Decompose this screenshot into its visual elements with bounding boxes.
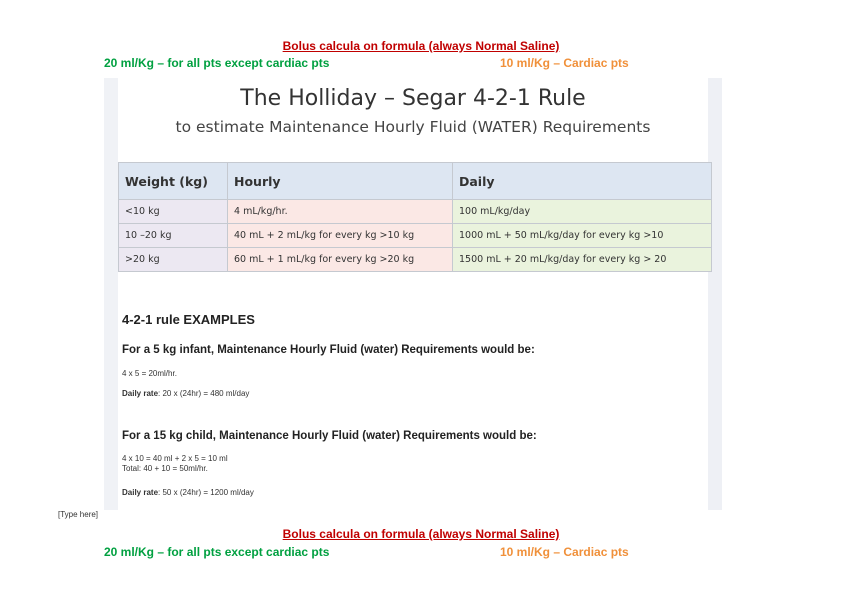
cell-hourly: 60 mL + 1 mL/kg for every kg >20 kg [228, 248, 453, 272]
example-2-total: Total: 40 + 10 = 50ml/hr. [122, 464, 208, 473]
col-header-hourly: Hourly [228, 163, 453, 200]
daily-rate-value: : 20 x (24hr) = 480 ml/day [158, 389, 250, 398]
daily-rate-label: Daily rate [122, 488, 159, 497]
table-row [119, 224, 712, 248]
example-2-daily [122, 488, 254, 497]
example-2-calc: 4 x 10 = 40 ml + 2 x 5 = 10 ml [122, 454, 228, 463]
fluid-rule-table [118, 162, 712, 272]
table-row [119, 200, 712, 224]
daily-rate-value: : 50 x (24hr) = 1200 ml/day [158, 488, 254, 497]
figure-subtitle: to estimate Maintenance Hourly Fluid (WATER) Requirements [175, 118, 651, 136]
bolus-formula-title: Bolus calcula on formula (always Normal Saline) [282, 39, 560, 53]
cell-weight: >20 kg [119, 248, 228, 272]
col-header-weight: Weight (kg) [119, 163, 228, 200]
general-bolus-rate: 20 ml/Kg – for all pts except cardiac pts [104, 56, 330, 70]
example-1-calc: 4 x 5 = 20ml/hr. [122, 369, 177, 378]
example-1-daily [122, 389, 249, 398]
cell-daily: 100 mL/kg/day [453, 200, 712, 224]
cell-weight: <10 kg [119, 200, 228, 224]
general-bolus-rate-repeat: 20 ml/Kg – for all pts except cardiac pts [104, 545, 330, 559]
table-row [119, 248, 712, 272]
examples-title: 4-2-1 rule EXAMPLES [122, 312, 255, 327]
cardiac-bolus-rate-repeat: 10 ml/Kg – Cardiac pts [500, 545, 629, 559]
example-1-heading: For a 5 kg infant, Maintenance Hourly Fluid (water) Requirements would be: [122, 344, 535, 356]
daily-rate-label: Daily rate [122, 389, 159, 398]
bolus-formula-title-repeat: Bolus calcula on formula (always Normal Saline) [282, 527, 560, 541]
cell-daily: 1000 mL + 50 mL/kg/day for every kg >10 [453, 224, 712, 248]
cell-hourly: 40 mL + 2 mL/kg for every kg >10 kg [228, 224, 453, 248]
col-header-daily: Daily [453, 163, 712, 200]
example-2-heading: For a 15 kg child, Maintenance Hourly Fluid (water) Requirements would be: [122, 430, 537, 442]
table-header-row [119, 163, 712, 200]
cell-daily: 1500 mL + 20 mL/kg/day for every kg > 20 [453, 248, 712, 272]
cell-hourly: 4 mL/kg/hr. [228, 200, 453, 224]
cell-weight: 10 –20 kg [119, 224, 228, 248]
figure-title: The Holliday – Segar 4-2-1 Rule [240, 86, 586, 111]
holliday-segar-figure [104, 78, 722, 510]
header-placeholder[interactable]: [Type here] [58, 510, 99, 519]
cardiac-bolus-rate: 10 ml/Kg – Cardiac pts [500, 56, 629, 70]
